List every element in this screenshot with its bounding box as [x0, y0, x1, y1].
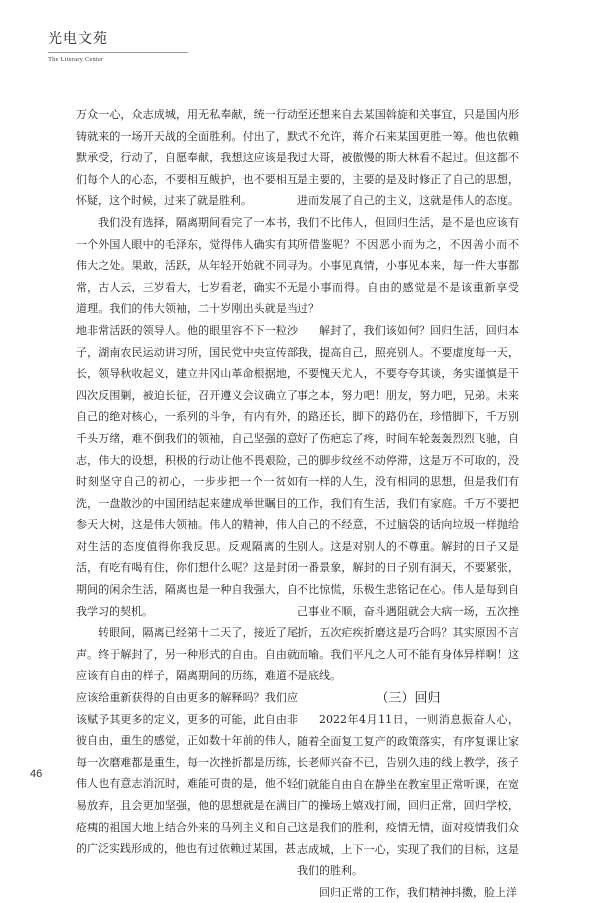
- paragraph: 至还想来自去某国斡旋和关事宜，只是国内形式不允许，蒋介石来某国更胜一筹。他也依赖过大哥，被傲慢的斯大林看不起过。但这都不是主要的，主要的是及时修正了自己的思想，进而发展了自己的主义，这就是伟人的态度。我们不比伟人，但回归生活，是不是也应该有所借鉴呢？不因恶小而为之，不因善小而不为。小事见真情，小事见本来，每一件大事都是小事而得。自由的感觉是不是该重新享受过？: [297, 108, 519, 316]
- paragraph: 转眼间，隔离已经第十二天了，接近了尾声。终于解封了，另一种形式的自由。自由就应该有自由的样子，隔离期间的历练，难道不应该给重新获得的自由更多的解释吗？我们应该赋予其更多的定义，更多的可能，此自由非彼自由，重生的感觉，正如数十年前的伟人，每一次磨难都是重生，每一次挫折都是历练，伟人也有意志消沉时，难能可贵的是，他不轻易放弃，且会更加坚强，他的思想就是在满目疮痍的祖国大地上结合外来的马列主义和自己的广泛实践形成的，他也有过依赖过某国，甚: [76, 626, 298, 856]
- paragraph: 万众一心，众志成城，用无私奉献，统一行动铸就来的一场开天战的全面胜利。付出了，默默承受，行动了，自愿奉献，我想这应该是我们每个人的心态，不要相互鲅护，也不要相互怀疑，这个时候，过来了就是胜利。: [76, 108, 298, 208]
- paragraph: 解封了，我们该如何？回归生活，回归本我，提高自己，照亮别人。不要虚度每一天，不要愧天尤人，不要夸夸其谈，务实谨慎是干事之本，努力吧！朋友，努力吧，兄弟。未来的路还长，脚下的路仍在，珍惜脚下，千万别好了伤疤忘了疼，时间车轮轰轰烈烈飞驰，自己的脚步纹丝不动停滞，这是万不可取的，没有一样的人生，没有相同的思想，但是我们有工作，我们有生活，我们有家庭。千万不要把自己的不经意，不过脑袋的话向垃圾一样抛给别人。这是对别人的不尊重。解封的日子又是一番景象，解封的日子别有洞天，不要紧张，不比惊慌，乐极生悲铭记在心。伟人是每到自己事业不顺，奋斗遇阻就会大病一场，五次挫折，五次疟疾折磨这是巧合吗？其实原因不言而喻。我们平凡之人可不能有身体异样啊！这是底线。: [297, 323, 519, 683]
- section-body: [297, 709, 519, 903]
- header-rule: [48, 52, 188, 53]
- left-column: [76, 104, 298, 860]
- right-column-body: [297, 104, 519, 687]
- page-number: 46: [30, 768, 43, 780]
- right-column: [297, 104, 519, 903]
- paragraph: 回归正常的工作，我们精神抖擞，脸上洋: [319, 885, 517, 899]
- section-title: （三）回归: [375, 691, 441, 707]
- journal-subtitle: The Literary Center: [48, 56, 104, 63]
- journal-header: [48, 28, 208, 63]
- paragraph: 我们没有选择，隔离期间看完了一本书，一个外国人眼中的毛泽东，觉得伟人确实有其伟大之处。果敢，活跃，从年轻开始就不同寻常，古人云，三岁看大，七岁看老，确实不无道理。我们的伟大领袖，二十岁刚出头就是当地非常活跃的领导人。他的眼里容不下一粒沙子，湖南农民运动讲习所，国民党中央宣传部长，领导秋收起义，建立井冈山革命根据地，四次反围剿，被迫长征，召开遵义会议确立了自己的绝对核心，一系列的斗争，有内有外，千头万绪，难不倒我们的领袖，自己坚强的意志，伟大的设想，积极的行动让他不畏艰险，时刻坚守自己的初心，一步步把一个一贫如洗，一盘散沙的中国团结起来建成举世瞩目的参天大树，这是伟大领袖。伟人的精神，伟人对生活的态度值得你我反思。反观隔离的生活，有吃有喝有住，你们想什么呢？这是封闭期间的闲余生活，隔离也是一种自我强大，自我学习的契机。: [76, 215, 298, 618]
- journal-title: 光电文苑: [48, 31, 108, 47]
- paragraph: 2022年4月11日，一则消息振奋人心，随着全面复工复产的政策落实，有序复课让家长老师兴奋不已，告别久违的线上教学，孩子们就能自由自在静坐在教室里正常听课，在宽广的操场上嬉戏打闹，回归正常，回归学校，这是我们的胜利，疫情无情，面对疫情我们众志成城，上下一心，实现了我们的目标，这是我们的胜利。: [297, 713, 519, 878]
